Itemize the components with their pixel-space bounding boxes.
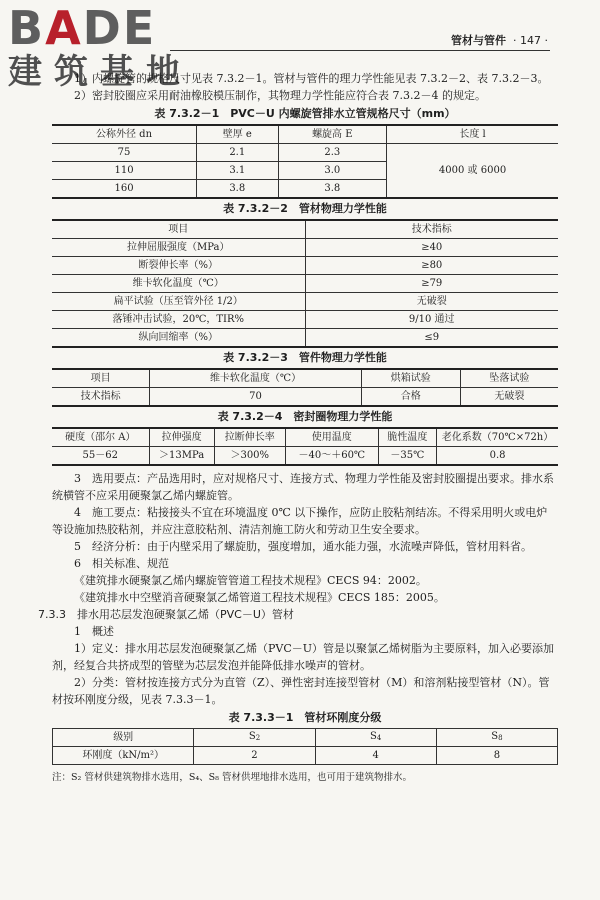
table-header: 老化系数（70℃×72h） (437, 428, 558, 447)
table-7-3-2-2 (52, 219, 558, 348)
table-cell: 160 (52, 180, 197, 199)
subsection-overview: 1 概述 (74, 625, 114, 638)
table-header: 拉伸强度 (149, 428, 214, 447)
length-cell: 4000 或 6000 (387, 144, 558, 199)
table-cell: 55－62 (52, 447, 149, 466)
table-cell: ≥80 (305, 257, 558, 275)
table-header: 坠落试验 (460, 369, 558, 388)
table-header: S2 (194, 729, 315, 747)
table-cell: 断裂伸长率（%） (52, 257, 305, 275)
table-cell: ≥40 (305, 239, 558, 257)
standard-item: 《建筑排水中空壁消音硬聚氯乙烯管道工程技术规程》CECS 185：2005。 (74, 591, 445, 604)
table-cell: ≤9 (305, 329, 558, 348)
table-cell: ＞300% (214, 447, 285, 466)
table-header: 技术指标 (305, 220, 558, 239)
table-cell: 75 (52, 144, 197, 162)
table-cell: 拉伸屈服强度（MPa） (52, 239, 305, 257)
page-number: · 147 · (513, 34, 548, 47)
table-cell: 110 (52, 162, 197, 180)
table-header: 项目 (52, 369, 150, 388)
table-cell: 3.8 (197, 180, 278, 199)
table-cell: 3.0 (278, 162, 387, 180)
logo-brand: BADE (8, 1, 157, 55)
table-cell: 技术指标 (52, 388, 150, 407)
table-cell: 70 (150, 388, 361, 407)
table-header: 项目 (52, 220, 305, 239)
logo-sub: 建筑基地 (8, 52, 192, 92)
table-cell: 维卡软化温度（℃） (52, 275, 305, 293)
table-cell: 2.3 (278, 144, 387, 162)
table-cell: －35℃ (378, 447, 436, 466)
para-economics: 5 经济分析：由于内壁采用了螺旋肋，强度增加，通水能力强，水流噪声降低，管材用料省。 (74, 540, 532, 553)
para-selection: 3 选用要点：产品选用时，应对规格尺寸、连接方式、物理力学性能及密封胶圈提出要求。排水系统横管不应采用硬聚氯乙烯内螺旋管。 (52, 472, 554, 502)
level-subscript: 8 (498, 734, 503, 742)
para-classification: 2）分类：管材按连接方式分为直管（Z）、弹性密封连接型管材（M）和溶剂粘接型管材（N）。管材按环刚度分级，见表 7.3.3－1。 (52, 676, 550, 706)
table-7-3-2-3-caption: 表 7.3.2－3 管件物理力学性能 (223, 351, 387, 364)
table-header: 使用温度 (285, 428, 378, 447)
para-standards: 6 相关标准、规范 (74, 557, 169, 570)
section-heading: 7.3.3 排水用芯层发泡硬聚氯乙烯（PVC－U）管材 (38, 608, 294, 621)
table-header: 公称外径 dn (52, 125, 197, 144)
running-header (451, 32, 548, 48)
table-header: 长度 l (387, 125, 558, 144)
table-cell: 无破裂 (305, 293, 558, 311)
table-header: 级别 (53, 729, 194, 747)
para-construction: 4 施工要点：粘接接头不宜在环境温度 0℃ 以下操作，应防止胶粘剂结冻。不得采用明火或电炉等设施加热胶粘剂，并应注意胶粘剂、清洁剂施工防火和劳动卫生安全要求。 (52, 506, 548, 536)
table-cell: 9/10 通过 (305, 311, 558, 329)
table-7-3-2-1-caption: 表 7.3.2－1 PVC－U 内螺旋管排水立管规格尺寸（mm） (154, 107, 456, 120)
table-header: 硬度（邵尔 A） (52, 428, 149, 447)
table-header: 壁厚 e (197, 125, 278, 144)
table-header: 脆性温度 (378, 428, 436, 447)
table-cell: 落锤冲击试验，20℃，TIR% (52, 311, 305, 329)
table-header: 螺旋高 E (278, 125, 387, 144)
table-cell: 4 (315, 747, 436, 765)
table-7-3-3-1-caption: 表 7.3.3－1 管材环刚度分级 (228, 711, 382, 724)
table-cell: 环刚度（kN/m²） (53, 747, 194, 765)
table-cell: －40～＋60℃ (285, 447, 378, 466)
table-header: 拉断伸长率 (214, 428, 285, 447)
table-cell: 2.1 (197, 144, 278, 162)
table-header: S8 (436, 729, 557, 747)
table-7-3-2-4 (52, 427, 558, 466)
para-definition: 1）定义：排水用芯层发泡硬聚氯乙烯（PVC－U）管是以聚氯乙烯树脂为主要原料，加入必要添加剂，经复合共挤成型的管壁为芯层发泡并能降低排水噪声的管材。 (52, 642, 555, 672)
standard-item: 《建筑排水硬聚氯乙烯内螺旋管管道工程技术规程》CECS 94：2002。 (74, 574, 427, 587)
table-cell: 无破裂 (460, 388, 558, 407)
level-subscript: 2 (255, 734, 261, 742)
table-cell: 3.1 (197, 162, 278, 180)
table-cell: 0.8 (437, 447, 558, 466)
intro-line-1: 1）内螺旋管的规格尺寸见表 7.3.2－1。管材与管件的理力学性能见表 7.3.2－2、表 7.3.2－3。 (74, 72, 549, 85)
table-cell: 2 (194, 747, 315, 765)
table-cell: ≥79 (305, 275, 558, 293)
table-note: 注：S₂ 管材供建筑物排水选用，S₄、S₈ 管材供埋地排水选用，也可用于建筑物排水。 (52, 772, 412, 783)
table-cell: 扁平试验（压至管外径 1/2） (52, 293, 305, 311)
table-header: 烘箱试验 (361, 369, 460, 388)
level-subscript: 4 (376, 734, 382, 742)
page-content (38, 70, 558, 786)
table-cell: 8 (436, 747, 557, 765)
table-7-3-2-4-caption: 表 7.3.2－4 密封圈物理力学性能 (217, 410, 393, 423)
table-cell: 合格 (361, 388, 460, 407)
header-section: 管材与管件 (451, 34, 507, 47)
table-cell: 3.8 (278, 180, 387, 199)
intro-line-2: 2）密封胶圈应采用耐油橡胶模压制作，其物理力学性能应符合表 7.3.2－4 的规定。 (74, 89, 486, 102)
table-7-3-2-2-caption: 表 7.3.2－2 管材物理力学性能 (223, 202, 387, 215)
table-cell: 纵向回缩率（%） (52, 329, 305, 348)
table-header: S4 (315, 729, 436, 747)
table-cell: ＞13MPa (149, 447, 214, 466)
table-7-3-2-1 (52, 124, 558, 199)
table-7-3-3-1 (52, 728, 558, 765)
table-header: 维卡软化温度（℃） (150, 369, 361, 388)
table-7-3-2-3 (52, 368, 558, 407)
header-rule (170, 50, 550, 51)
